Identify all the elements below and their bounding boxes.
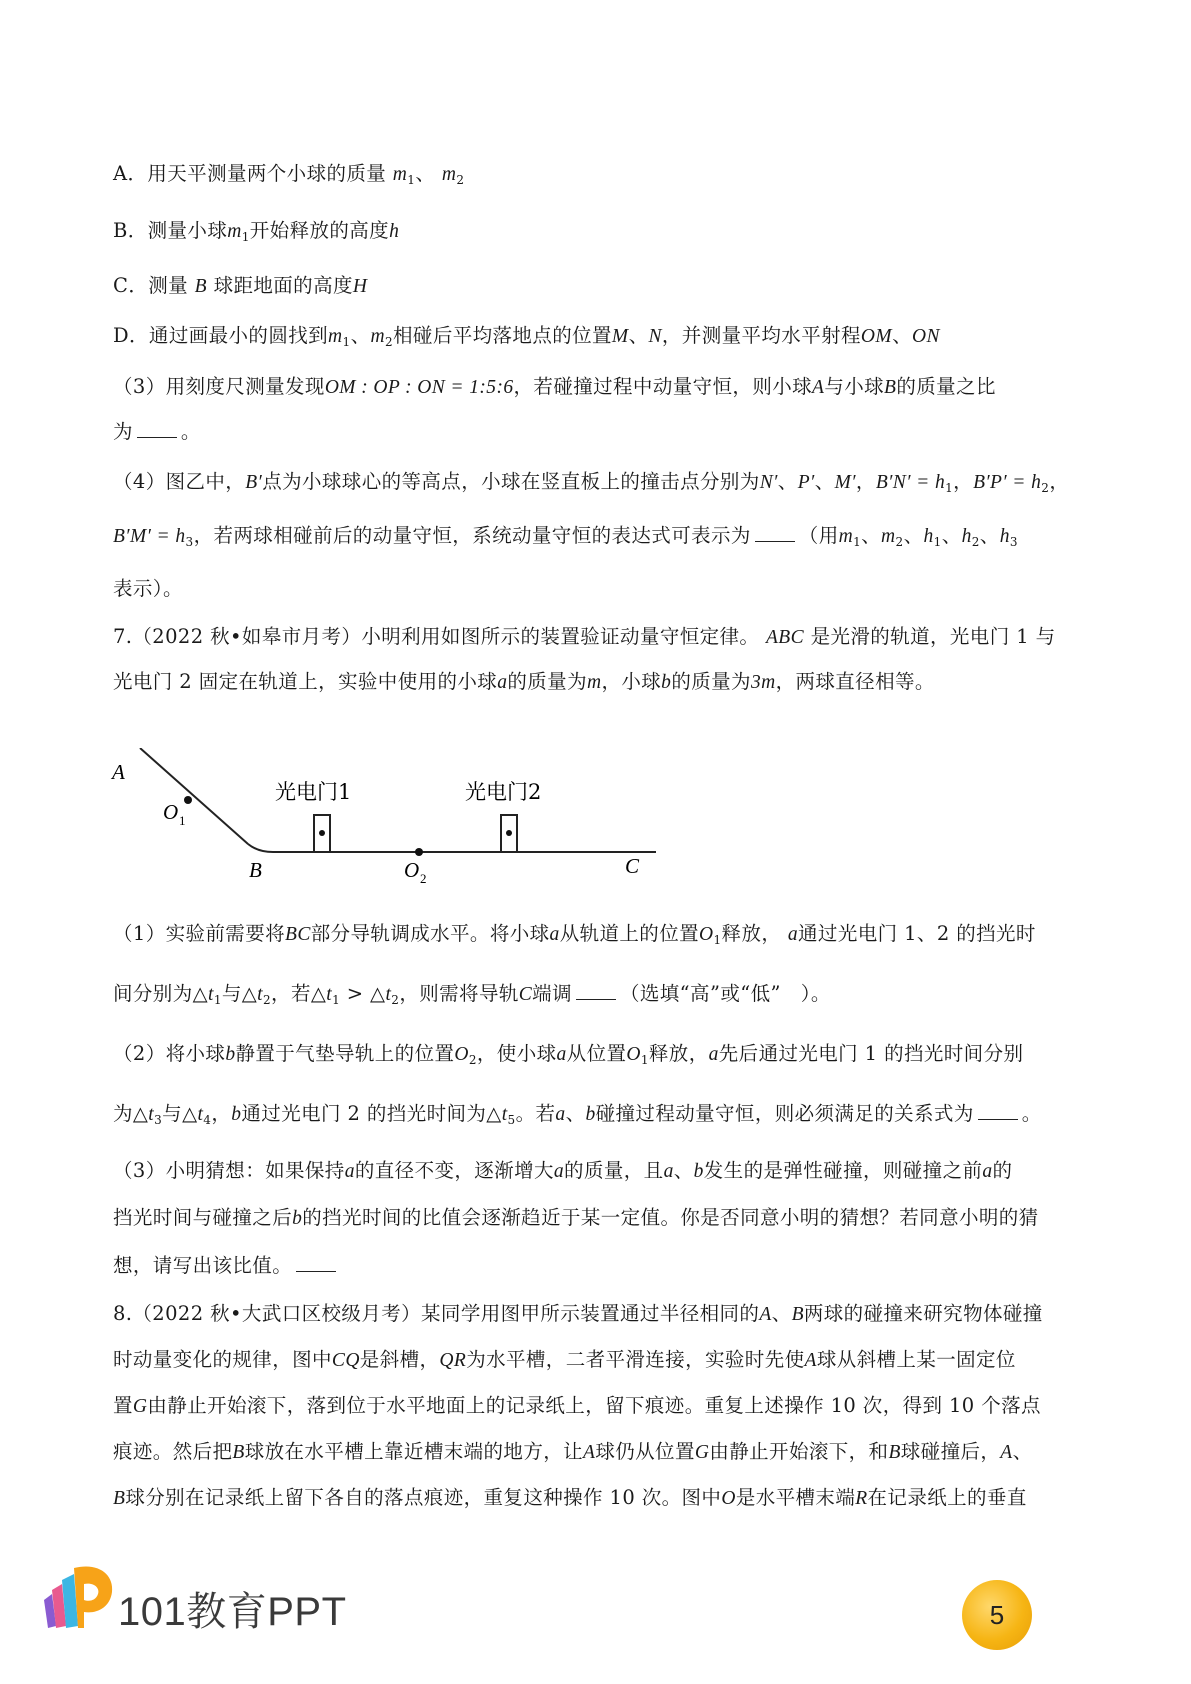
q7-part3-line1: （3）小明猜想：如果保持a的直径不变，逐渐增大a的质量，且a、b发生的是弹性碰撞，则碰撞之前a的 bbox=[113, 1159, 1013, 1182]
q7-part3-line2: 挡光时间与碰撞之后b的挡光时间的比值会逐渐趋近于某一定值。你是否同意小明的猜想？若同意小明的猜 bbox=[113, 1206, 1039, 1229]
label-gate2: 光电门2 bbox=[465, 780, 542, 804]
q8-line2: 时动量变化的规律，图中CQ是斜槽，QR为水平槽，二者平滑连接，实验时先使A球从斜槽上某一固定位 bbox=[113, 1348, 1016, 1371]
q8-line1: 8.（2022 秋•大武口区校级月考）某同学用图甲所示装置通过半径相同的A、B两球的碰撞来研究物体碰撞 bbox=[113, 1302, 1043, 1325]
answer-blank[interactable] bbox=[137, 423, 177, 438]
photogate-2-dot bbox=[506, 830, 512, 836]
q7-part1-line1: （1）实验前需要将BC部分导轨调成水平。将小球a从轨道上的位置$O_1$释放， a通过光电门 1、2 的挡光时 bbox=[113, 922, 1036, 947]
label-a: A bbox=[112, 760, 125, 784]
answer-blank[interactable] bbox=[296, 1257, 336, 1272]
track-diagram bbox=[108, 748, 668, 888]
label-gate1: 光电门1 bbox=[275, 780, 352, 804]
q6-option-b: B．测量小球$m_1$开始释放的高度h bbox=[113, 219, 400, 244]
answer-blank[interactable] bbox=[978, 1105, 1018, 1120]
q7-part2-line1: （2）将小球b静置于气垫导轨上的位置$O_2$，使小球a从位置$O_1$释放，a先后通过光电门 1 的挡光时间分别 bbox=[113, 1042, 1024, 1067]
q7-part1-line2: 间分别为$\triangle t_1$与$\triangle t_2$，若$\triangle t_1$ > $\triangle t_2$，则需将导轨C端调 （选填“高”或“低” ）。 bbox=[113, 982, 831, 1007]
q6-option-a: A．用天平测量两个小球的质量 $m_1$、 $m_2$ bbox=[113, 162, 465, 187]
incline-track bbox=[140, 748, 248, 844]
q8-line3: 置G由静止开始滚下，落到位于水平地面上的记录纸上，留下痕迹。重复上述操作 10 次，得到 10 个落点 bbox=[113, 1394, 1041, 1417]
label-o2-sub: 2 bbox=[420, 871, 427, 886]
q6-part4-line1: （4）图乙中，B′点为小球球心的等高点，小球在竖直板上的撞击点分别为N′、P′、M′，$B'N' = h_1$，$B'P' = h_2$， bbox=[113, 470, 1070, 495]
label-o2: O bbox=[404, 858, 420, 882]
answer-blank[interactable] bbox=[755, 527, 795, 542]
q7-intro-line1: 7.（2022 秋•如皋市月考）小明利用如图所示的装置验证动量守恒定律。 ABC 是光滑的轨道，光电门 1 与 bbox=[113, 625, 1056, 648]
photogate-1-dot bbox=[319, 830, 325, 836]
label-o1: O bbox=[163, 800, 179, 824]
page-number: 5 bbox=[989, 1599, 1005, 1630]
label-c: C bbox=[625, 854, 640, 878]
q6-option-c: C．测量 B 球距地面的高度H bbox=[113, 274, 368, 297]
label-o1-sub: 1 bbox=[179, 813, 186, 828]
answer-blank[interactable] bbox=[576, 985, 616, 1000]
q6-part3-line1: （3）用刻度尺测量发现OM : OP : ON = 1:5:6，若碰撞过程中动量守恒，则小球A与小球B的质量之比 bbox=[113, 375, 996, 398]
q6-option-d: D．通过画最小的圆找到$m_1$、$m_2$相碰后平均落地点的位置M、N，并测量平均水平射程OM、ON bbox=[113, 324, 940, 349]
q8-line4: 痕迹。然后把B球放在水平槽上靠近槽末端的地方，让A球仍从位置G由静止开始滚下，和B球碰撞后，A、 bbox=[113, 1440, 1033, 1463]
brand-name: 101教育PPT bbox=[118, 1590, 347, 1634]
page-number-badge bbox=[962, 1580, 1032, 1650]
label-b: B bbox=[249, 858, 262, 882]
q7-intro-line2: 光电门 2 固定在轨道上，实验中使用的小球a的质量为m，小球b的质量为3m，两球直径相等。 bbox=[113, 670, 935, 693]
q6-part4-line3: 表示）。 bbox=[113, 577, 183, 600]
q7-part3-line3: 想，请写出该比值。 bbox=[113, 1252, 1093, 1280]
track-bend bbox=[248, 844, 273, 852]
q7-part2-line2: 为$\triangle t_3$与$\triangle t_4$，b通过光电门 2 的挡光时间为$\triangle t_5$。若a、b碰撞过程动量守恒，则必须满足的关系式为 。 bbox=[113, 1102, 1042, 1127]
q8-line5: B球分别在记录纸上留下各自的落点痕迹，重复这种操作 10 次。图中O是水平槽末端R在记录纸上的垂直 bbox=[113, 1486, 1027, 1509]
point-o1 bbox=[184, 796, 192, 804]
q6-part4-line2: $B'M' = h_3$，若两球相碰前后的动量守恒，系统动量守恒的表达式可表示为 （用$m_1$、$m_2$、$h_1$、$h_2$、$h_3$ bbox=[113, 524, 1018, 549]
q6-part3-line2: 为 。 bbox=[113, 420, 201, 443]
point-o2 bbox=[415, 848, 423, 856]
